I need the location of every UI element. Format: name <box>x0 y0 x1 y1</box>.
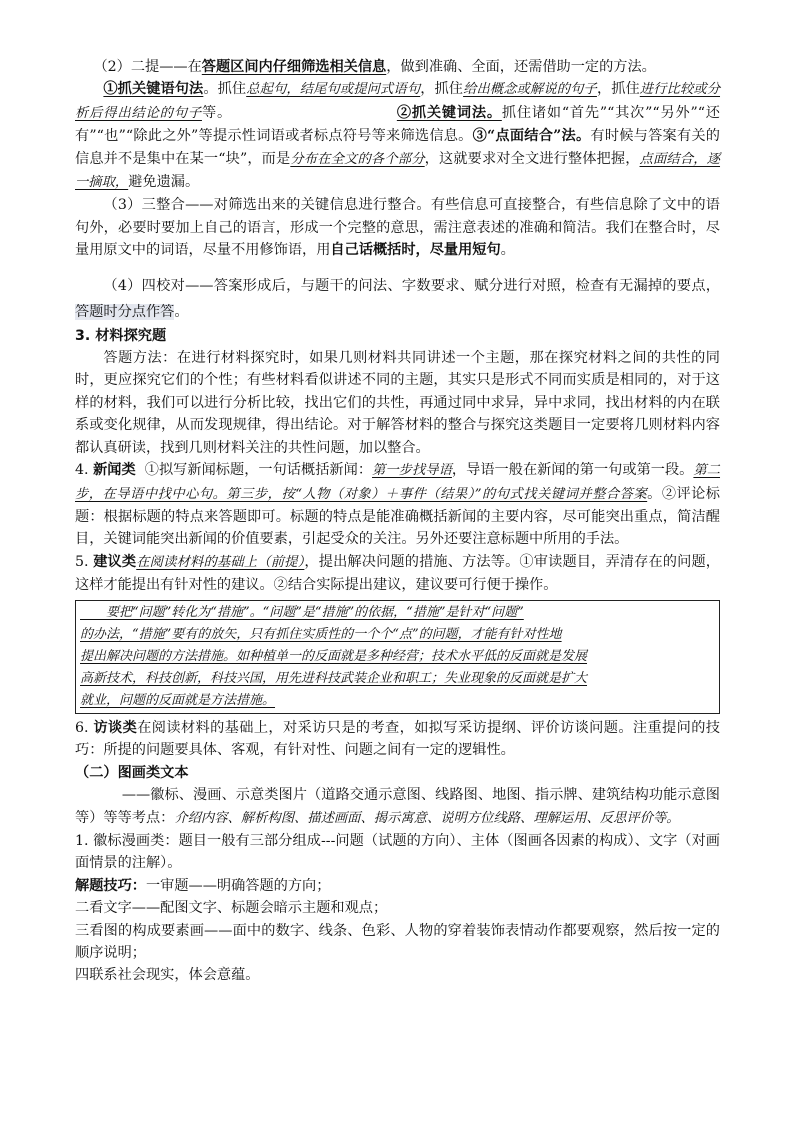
paragraph-step-2 <box>75 56 720 78</box>
text-run: 。 <box>500 242 515 259</box>
italic-underlined-phrase: 分布在全文的各个部分 <box>290 151 425 167</box>
section-number: 4. <box>75 462 89 479</box>
section-number: 5. <box>75 553 89 570</box>
boxed-note-line: 就业，问题的反面就是方法措施。 <box>80 692 276 708</box>
section-6-interview <box>75 717 720 762</box>
tips-line-3: 三看图的构成要素画——面中的数字、线条、色彩、人物的穿着装饰表情动作都要观察，然后按一定的顺序说明； <box>75 922 720 962</box>
text-run: 。抓住 <box>203 81 247 98</box>
boxed-note-line: 的办法，“措施”要有的放矢，只有抓住实质性的一个个“点”的问题，才能有针对性地 <box>80 626 562 642</box>
bold-phrase: 自己话概括时，尽量用短句 <box>330 242 501 259</box>
boxed-note <box>75 600 720 714</box>
italic-underlined-phrase: 给出概念或解说的句子 <box>463 82 597 98</box>
text-run: ，导语一般在新闻的第一句或第一段。 <box>451 462 694 479</box>
text-run: 。②评论标题：根据标题的特点来答题即可。标题的特点是能准确概括新闻的主要内容，尽可能突出重点，简洁醒目，关键词能突出新闻的价值要素，引起受众的关注。另外还要注意标题中所用的手法。 <box>75 485 720 548</box>
tips-line-2: 二看文字——配图文字、标题会暗示主题和观点； <box>75 900 388 917</box>
method-3-title: ③“点面结合”法。 <box>472 128 591 145</box>
italic-underlined-phrase: 第一步找导语 <box>372 463 452 479</box>
section-6-title: 访谈类 <box>93 720 138 736</box>
section-number: 6. <box>75 720 89 736</box>
tips-heading: 解题技巧： <box>75 877 146 894</box>
italic-underlined-phrase: 第二步，在导语中找中心句。第三步，按“人物（对象）＋事件（结果）”的句式找关键词并整合答案 <box>75 463 721 502</box>
text-run: （3）三整合——对筛选出来的关键信息进行整合。有些信息可直接整合，有些信息除了文中的语句外，必要时要加上自己的语言，形成一个完整的意思，需注意表述的准确和简洁。我们在整合时，尽量用原文中的词语，尽量不用修饰语，用 <box>75 197 720 259</box>
text-run: 一审题——明确答题的方向； <box>145 877 331 894</box>
spacer <box>75 262 720 273</box>
bold-underlined-phrase: 答题区间内仔细筛选相关信息 <box>201 59 387 75</box>
text-run: 抓住诸如“首先”“其次”“另外”“还有”“也”“除此之外”等提示性词语或者标点符号等来筛选信息。 <box>75 104 720 145</box>
document-page <box>75 56 720 987</box>
text-run: ，做到准确、全面，还需借助一定的方法。 <box>386 59 656 75</box>
paragraph-step-4 <box>75 273 720 325</box>
method-2-title: ②抓关键词法。 <box>396 104 502 121</box>
text-run: （2）二提——在 <box>93 59 202 75</box>
section-4-title: 新闻类 <box>93 462 136 479</box>
text-run: ——徽标、漫画、示意类图片（道路交通示意图、线路图、地图、指示牌、建筑结构功能示意图等）等等考点： <box>75 787 720 826</box>
italic-underlined-phrase: 点面结合，逐一摘取， <box>75 151 721 191</box>
italic-underlined-phrase: 总起句，结尾句或提问式语句 <box>246 82 421 98</box>
text-run: 。 <box>174 303 189 320</box>
section-4-news <box>75 459 720 551</box>
text-run: ①拟写新闻标题，一句话概括新闻： <box>144 462 373 479</box>
text-run: ，提出解决问题的措施、方法等。①审读题目，弄清存在的问题，这样才能提出有针对性的建议。②结合实际提出建议，建议要可行便于操作。 <box>75 553 720 594</box>
paragraph-step-3 <box>75 194 720 261</box>
boxed-note-line: 高新技术，科技创新，科技兴国，用先进科技武装企业和职工；失业现象的反面就是扩大 <box>80 670 588 686</box>
section-5-title: 建议类 <box>93 553 137 570</box>
section-5-suggestion <box>75 551 720 597</box>
text-run: 等。 <box>201 104 232 121</box>
part-2-heading: （二）图画类文本 <box>75 764 189 781</box>
boxed-note-line: 要把“问题”转化为“措施”。“问题”是“措施”的依据，“措施”是针对“问题” <box>80 604 524 620</box>
tips-line-1 <box>75 875 720 897</box>
italic-underlined-phrase: 在阅读材料的基础上（前提） <box>136 554 305 570</box>
text-run: 在阅读材料的基础上，对采访只是的考查，如拟写采访提纲、评价访谈问题。注重提问的技巧：所提的问题要具体、客观，有针对性、问题之间有一定的逻辑性。 <box>75 720 720 759</box>
text-run: （4）四校对——答案形成后，与题干的问法、字数要求、赋分进行对照，检查有无漏掉的要点， <box>103 277 720 294</box>
italic-underlined-phrase: 进行比较或分析后得出结论的句子 <box>75 82 721 121</box>
part-2-intro <box>75 784 720 830</box>
italic-phrase: 介绍内容、解析构图、描述画面、揭示寓意、说明方位线路、理解运用、反思评价等。 <box>174 810 680 826</box>
text-run: 避免遗漏。 <box>128 174 200 191</box>
paragraph-methods <box>75 78 720 194</box>
text-run: ，这就要求对全文进行整体把握， <box>424 150 640 167</box>
text-run: ，抓住 <box>420 81 464 98</box>
part-2-logo-comic: 1. 徽标漫画类：题目一般有三部分组成---问题（试题的方向）、主体（图画各因素的构成）、文字（对画面情景的注解）。 <box>75 833 720 872</box>
text-run: 有时候与答案有关的信息并不是集中在某一“块”，而是 <box>75 128 720 167</box>
boxed-note-line: 提出解决问题的方法措施。如种植单一的反面就是多种经营；技术水平低的反面就是发展 <box>80 648 588 664</box>
section-3-heading: 3. 材料探究题 <box>75 327 167 344</box>
tips-line-4: 四联系社会现实，体会意蕴。 <box>75 967 260 984</box>
text-run: ，抓住 <box>596 81 640 98</box>
section-3-body: 答题方法：在进行材料探究时，如果几则材料共同讲述一个主题，那在探究材料之间的共性的同时，更应探究它们的个性；有些材料看似讲述不同的主题，其实只是形式不同而实质是相同的，对于这样的材料，我们可以进行分析比较，找出它们的共性，再通过同中求异，异中求同，找出材料的内在联系或变化规律，从而发现规律，得出结论。对于解答材料的整合与探究这类题目一定要将几则材料内容都认真研读，找到几则材料关注的共性问题，加以整合。 <box>75 350 720 456</box>
method-1-title: ①抓关键语句法 <box>103 81 204 98</box>
highlighted-phrase: 答题时分点作答 <box>75 303 175 320</box>
